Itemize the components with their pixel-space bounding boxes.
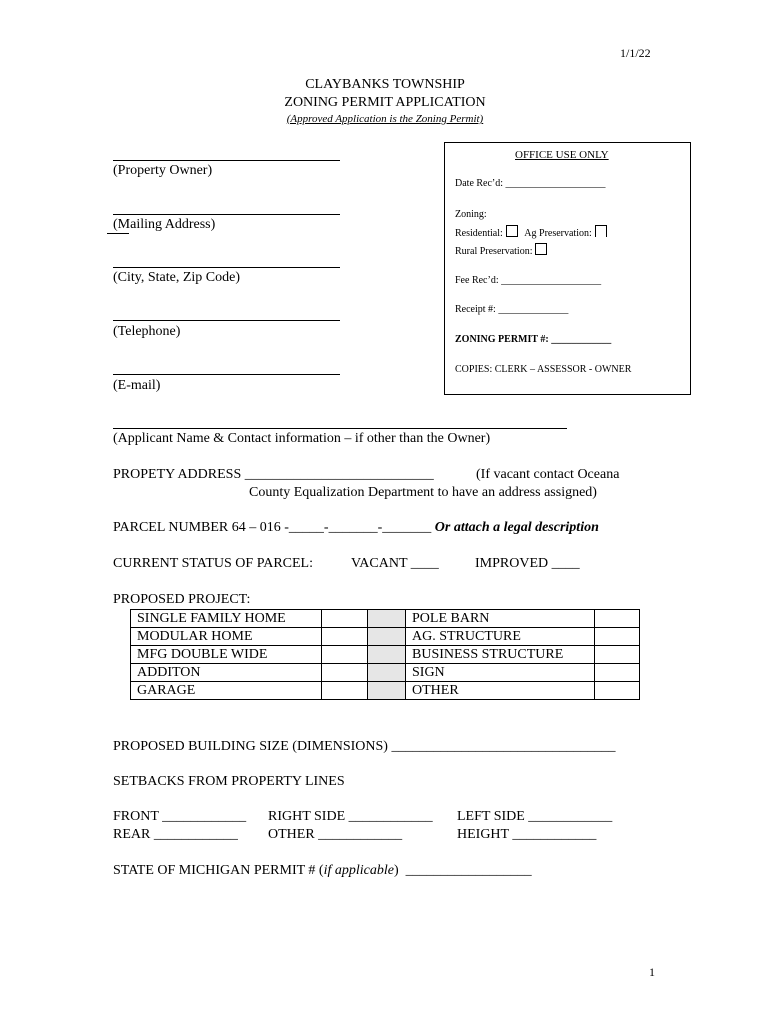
form-date: 1/1/22 bbox=[620, 46, 651, 60]
applicant-line[interactable] bbox=[113, 428, 567, 429]
project-check-cell[interactable] bbox=[322, 628, 368, 646]
ag-preservation-label: Ag Preservation: bbox=[524, 228, 592, 239]
table-row bbox=[131, 610, 640, 628]
legal-description-note: Or attach a legal description bbox=[434, 520, 599, 535]
project-check-cell[interactable] bbox=[322, 646, 368, 664]
other-setback-field[interactable]: OTHER ____________ bbox=[268, 827, 403, 842]
zoning-label: Zoning: bbox=[455, 209, 487, 220]
date-received-field[interactable]: Date Rec’d: ____________________ bbox=[455, 178, 606, 189]
office-use-box bbox=[444, 142, 691, 395]
table-row bbox=[131, 628, 640, 646]
setbacks-label: SETBACKS FROM PROPERTY LINES bbox=[113, 774, 345, 789]
shaded-spacer bbox=[368, 682, 406, 700]
state-permit-qualifier: if applicable bbox=[323, 863, 394, 878]
property-owner-line[interactable] bbox=[113, 160, 340, 161]
vacant-field[interactable]: VACANT ____ bbox=[351, 556, 439, 571]
shaded-spacer bbox=[368, 664, 406, 682]
left-side-setback-field[interactable]: LEFT SIDE ____________ bbox=[457, 809, 613, 824]
residential-checkbox[interactable] bbox=[506, 225, 518, 237]
proposed-project-label: PROPOSED PROJECT: bbox=[113, 592, 251, 607]
project-option: GARAGE bbox=[131, 682, 322, 700]
parcel-number-field[interactable]: PARCEL NUMBER 64 – 016 -_____-_______-_______ bbox=[113, 520, 432, 535]
office-use-heading: OFFICE USE ONLY bbox=[515, 149, 609, 161]
ag-preservation-checkbox[interactable] bbox=[595, 225, 607, 237]
table-row bbox=[131, 646, 640, 664]
city-state-zip-label: (City, State, Zip Code) bbox=[113, 270, 241, 285]
township-title: CLAYBANKS TOWNSHIP bbox=[305, 77, 465, 92]
project-option: MODULAR HOME bbox=[131, 628, 322, 646]
residential-label: Residential: bbox=[455, 228, 503, 239]
proposed-project-table bbox=[130, 609, 640, 700]
telephone-label: (Telephone) bbox=[113, 324, 181, 339]
parcel-number-row bbox=[113, 520, 599, 536]
shaded-spacer bbox=[368, 628, 406, 646]
shaded-spacer bbox=[368, 646, 406, 664]
project-check-cell[interactable] bbox=[595, 682, 640, 700]
property-address-note-1: (If vacant contact Oceana bbox=[476, 467, 620, 482]
email-label: (E-mail) bbox=[113, 378, 161, 393]
zoning-permit-field[interactable]: ZONING PERMIT #: ____________ bbox=[455, 334, 612, 345]
state-permit-row bbox=[113, 863, 532, 879]
project-check-cell[interactable] bbox=[322, 664, 368, 682]
email-line[interactable] bbox=[113, 374, 340, 375]
project-option: SINGLE FAMILY HOME bbox=[131, 610, 322, 628]
form-title: ZONING PERMIT APPLICATION bbox=[284, 95, 486, 110]
page-number: 1 bbox=[649, 965, 655, 979]
parcel-status-label: CURRENT STATUS OF PARCEL: bbox=[113, 556, 313, 571]
rural-preservation-row bbox=[455, 243, 547, 257]
project-check-cell[interactable] bbox=[322, 610, 368, 628]
project-check-cell[interactable] bbox=[595, 628, 640, 646]
fee-received-field[interactable]: Fee Rec’d: ____________________ bbox=[455, 275, 602, 286]
project-check-cell[interactable] bbox=[595, 664, 640, 682]
height-field[interactable]: HEIGHT ____________ bbox=[457, 827, 597, 842]
project-option: OTHER bbox=[406, 682, 595, 700]
project-option: POLE BARN bbox=[406, 610, 595, 628]
form-subtitle: (Approved Application is the Zoning Permit) bbox=[286, 113, 484, 125]
rural-preservation-label: Rural Preservation: bbox=[455, 246, 533, 257]
front-setback-field[interactable]: FRONT ____________ bbox=[113, 809, 247, 824]
project-option: SIGN bbox=[406, 664, 595, 682]
property-owner-label: (Property Owner) bbox=[113, 163, 213, 178]
improved-field[interactable]: IMPROVED ____ bbox=[475, 556, 580, 571]
applicant-label: (Applicant Name & Contact information – if other than the Owner) bbox=[113, 431, 491, 446]
building-size-field[interactable]: PROPOSED BUILDING SIZE (DIMENSIONS) ________________________________ bbox=[113, 739, 616, 754]
table-row bbox=[131, 682, 640, 700]
project-check-cell[interactable] bbox=[322, 682, 368, 700]
project-check-cell[interactable] bbox=[595, 646, 640, 664]
copies-note: COPIES: CLERK – ASSESSOR - OWNER bbox=[455, 364, 632, 375]
project-check-cell[interactable] bbox=[595, 610, 640, 628]
state-permit-field[interactable]: ) __________________ bbox=[393, 863, 532, 878]
mailing-address-label: (Mailing Address) bbox=[113, 217, 216, 232]
rural-preservation-checkbox[interactable] bbox=[535, 243, 547, 255]
project-option: ADDITON bbox=[131, 664, 322, 682]
shaded-spacer bbox=[368, 610, 406, 628]
right-side-setback-field[interactable]: RIGHT SIDE ____________ bbox=[268, 809, 433, 824]
property-address-field[interactable]: PROPETY ADDRESS ___________________________ bbox=[113, 467, 434, 482]
mailing-address-stub bbox=[107, 233, 129, 234]
project-option: BUSINESS STRUCTURE bbox=[406, 646, 595, 664]
project-option: AG. STRUCTURE bbox=[406, 628, 595, 646]
rear-setback-field[interactable]: REAR ____________ bbox=[113, 827, 238, 842]
project-option: MFG DOUBLE WIDE bbox=[131, 646, 322, 664]
table-row bbox=[131, 664, 640, 682]
property-address-note-2: County Equalization Department to have an address assigned) bbox=[249, 485, 597, 500]
telephone-line[interactable] bbox=[113, 320, 340, 321]
city-state-zip-line[interactable] bbox=[113, 267, 340, 268]
mailing-address-line[interactable] bbox=[113, 214, 340, 215]
receipt-field[interactable]: Receipt #: ______________ bbox=[455, 304, 569, 315]
state-permit-label: STATE OF MICHIGAN PERMIT # ( bbox=[113, 863, 324, 878]
residential-row bbox=[455, 225, 607, 239]
